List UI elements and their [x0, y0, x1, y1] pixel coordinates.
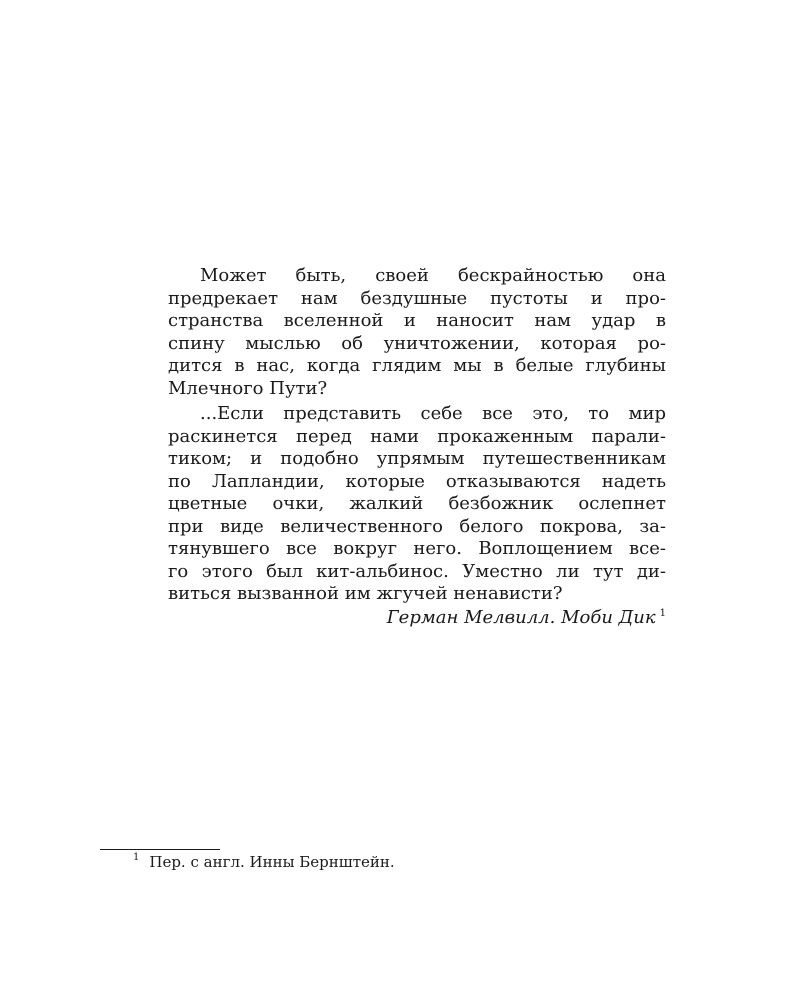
- text-line: дится в нас, когда глядим мы в белые глубины: [168, 355, 666, 376]
- footnote: [133, 852, 395, 872]
- text-line: Млечного Пути?: [168, 377, 328, 399]
- text-line: го этого был кит-альбинос. Уместно ли тут ди-: [168, 560, 666, 582]
- epigraph: [168, 265, 666, 629]
- footnote-marker: 1: [133, 852, 140, 863]
- epigraph-paragraph-2: [168, 403, 666, 606]
- text-line: по Лапландии, которые отказываются надеть: [168, 470, 666, 492]
- epigraph-paragraph-1: [168, 265, 666, 400]
- attribution-text: Герман Мелвилл. Моби Дик: [386, 606, 656, 628]
- footnote-text: Пер. с англ. Инны Бернштейн.: [149, 853, 395, 871]
- text-line: тянувшего все вокруг него. Воплощением все-: [168, 538, 666, 559]
- text-line: странства вселенной и наносит нам удар в: [168, 310, 666, 331]
- footnote-reference[interactable]: 1: [659, 607, 666, 619]
- text-line: предрекает нам бездушные пустоты и про-: [168, 287, 666, 309]
- text-line: Может быть, своей бескрайностью она: [200, 265, 666, 286]
- text-line: при виде величественного белого покрова, за-: [168, 515, 666, 537]
- footnote-divider: [100, 849, 220, 850]
- text-line: тиком; и подобно упрямым путешественникам: [168, 448, 666, 469]
- text-line: спину мыслью об уничтожении, которая ро-: [168, 332, 666, 354]
- epigraph-attribution: [168, 607, 666, 630]
- text-line: ...Если представить себе все это, то мир: [200, 403, 666, 424]
- text-line: раскинется перед нами прокаженным парали-: [168, 425, 666, 447]
- text-line: виться вызванной им жгучей ненависти?: [168, 583, 563, 604]
- text-line: цветные очки, жалкий безбожник ослепнет: [168, 493, 666, 514]
